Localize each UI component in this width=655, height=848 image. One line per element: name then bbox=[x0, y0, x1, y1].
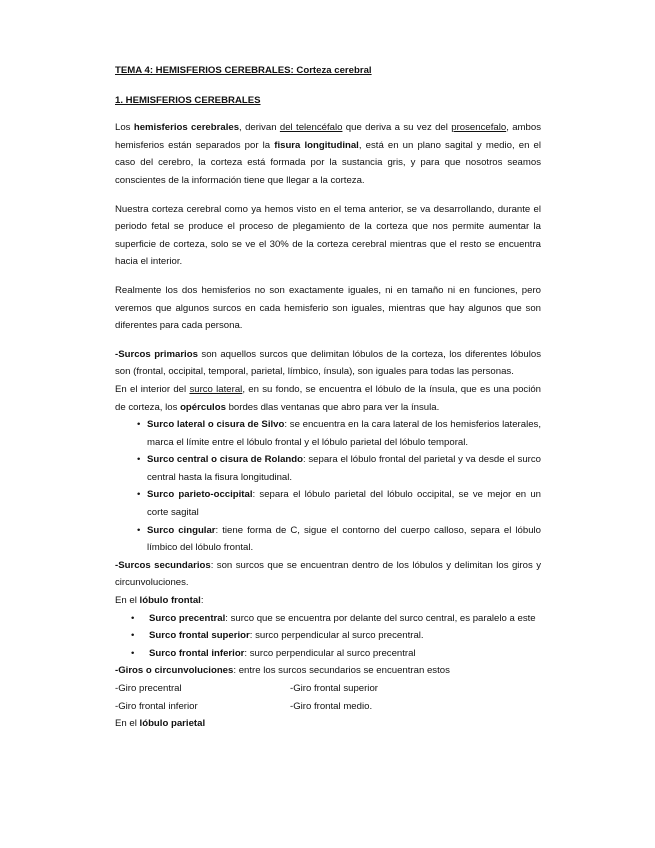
paragraph-frontal-lobe: En el lóbulo frontal: bbox=[115, 595, 204, 607]
section-heading: 1. HEMISFERIOS CEREBRALES bbox=[115, 94, 261, 106]
bullet-icon: • bbox=[137, 489, 141, 501]
frontal-sulci-list bbox=[115, 610, 541, 663]
paragraph-insula: En el interior del surco lateral, en su fondo, se encuentra el lóbulo de la ínsula, que es una poción de corteza, los opérculos bordes dlas ventanas que abro para ver la ínsula. bbox=[115, 383, 541, 413]
list-item: • Surco frontal superior: surco perpendicular al surco precentral. bbox=[115, 627, 541, 645]
list-item: • Surco parieto-occipital: separa el lóbulo parietal del lóbulo occipital, se ve mejor en un corte sagital bbox=[115, 486, 541, 521]
document-title: TEMA 4: HEMISFERIOS CEREBRALES: Corteza cerebral bbox=[115, 65, 372, 76]
paragraph-primary-sulci: -Surcos primarios son aquellos surcos que delimitan lóbulos de la corteza, los diferentes lóbulos son (frontal, occipital, temporal, parietal, límbico, ínsula), son iguales para todas las personas. bbox=[115, 348, 541, 378]
list-item: • Surco frontal inferior: surco perpendicular al surco precentral bbox=[115, 645, 541, 663]
paragraph-1: Los hemisferios cerebrales, derivan del telencéfalo que deriva a su vez del prosencefalo, ambos hemisferios están separados por la fisura longitudinal, está en un plano sagital y medio, en el caso del cerebro, la corteza está formada por la sustancia gris, y para que nosotros seamos conscientes de la información tiene que llegar a la corteza. bbox=[115, 122, 541, 186]
list-item: • Surco central o cisura de Rolando: separa el lóbulo frontal del parietal y va desde el surco central hasta la fisura longitudinal. bbox=[115, 451, 541, 486]
document-body bbox=[115, 62, 541, 733]
giros-row bbox=[115, 680, 541, 698]
paragraph-parietal-lobe: En el lóbulo parietal bbox=[115, 718, 206, 730]
paragraph-2: Nuestra corteza cerebral como ya hemos visto en el tema anterior, se va desarrollando, durante el periodo fetal se produce el proceso de plegamiento de la corteza que nos permite aumentar la superficie de corteza, solo se ve el 30% de la corteza cerebral mientras que el resto se encuentra hacia el interior. bbox=[115, 203, 541, 268]
paragraph-giros: -Giros o circunvoluciones: entre los surcos secundarios se encuentran estos bbox=[115, 665, 450, 677]
giro-item: -Giro frontal superior bbox=[290, 683, 378, 694]
bullet-icon: • bbox=[137, 454, 141, 466]
bullet-icon: • bbox=[131, 630, 135, 642]
giro-item: -Giro frontal inferior bbox=[115, 700, 198, 712]
list-item: • Surco precentral: surco que se encuentra por delante del surco central, es paralelo a este bbox=[115, 610, 541, 628]
primary-sulci-list bbox=[115, 416, 541, 557]
bullet-icon: • bbox=[137, 419, 141, 431]
giro-item: -Giro precentral bbox=[115, 683, 182, 694]
list-item: • Surco lateral o cisura de Silvo: se encuentra en la cara lateral de los hemisferios laterales, marca el límite entre el lóbulo frontal y el lóbulo parietal del lóbulo temporal. bbox=[115, 416, 541, 451]
giro-item: -Giro frontal medio. bbox=[290, 700, 373, 712]
list-item: • Surco cingular: tiene forma de C, sigue el contorno del cuerpo calloso, separa el lóbulo límbico del lóbulo frontal. bbox=[115, 522, 541, 557]
bullet-icon: • bbox=[131, 612, 135, 624]
paragraph-3: Realmente los dos hemisferios no son exactamente iguales, ni en tamaño ni en funciones, pero veremos que algunos surcos en cada hemisferio son iguales, mientras que hay algunos que son diferentes para cada persona. bbox=[115, 284, 541, 332]
bullet-icon: • bbox=[137, 524, 141, 536]
giros-row bbox=[115, 698, 541, 716]
bullet-icon: • bbox=[131, 647, 135, 659]
paragraph-secondary-sulci: -Surcos secundarios: son surcos que se encuentran dentro de los lóbulos y delimitan los giros y circunvoluciones. bbox=[115, 559, 542, 589]
